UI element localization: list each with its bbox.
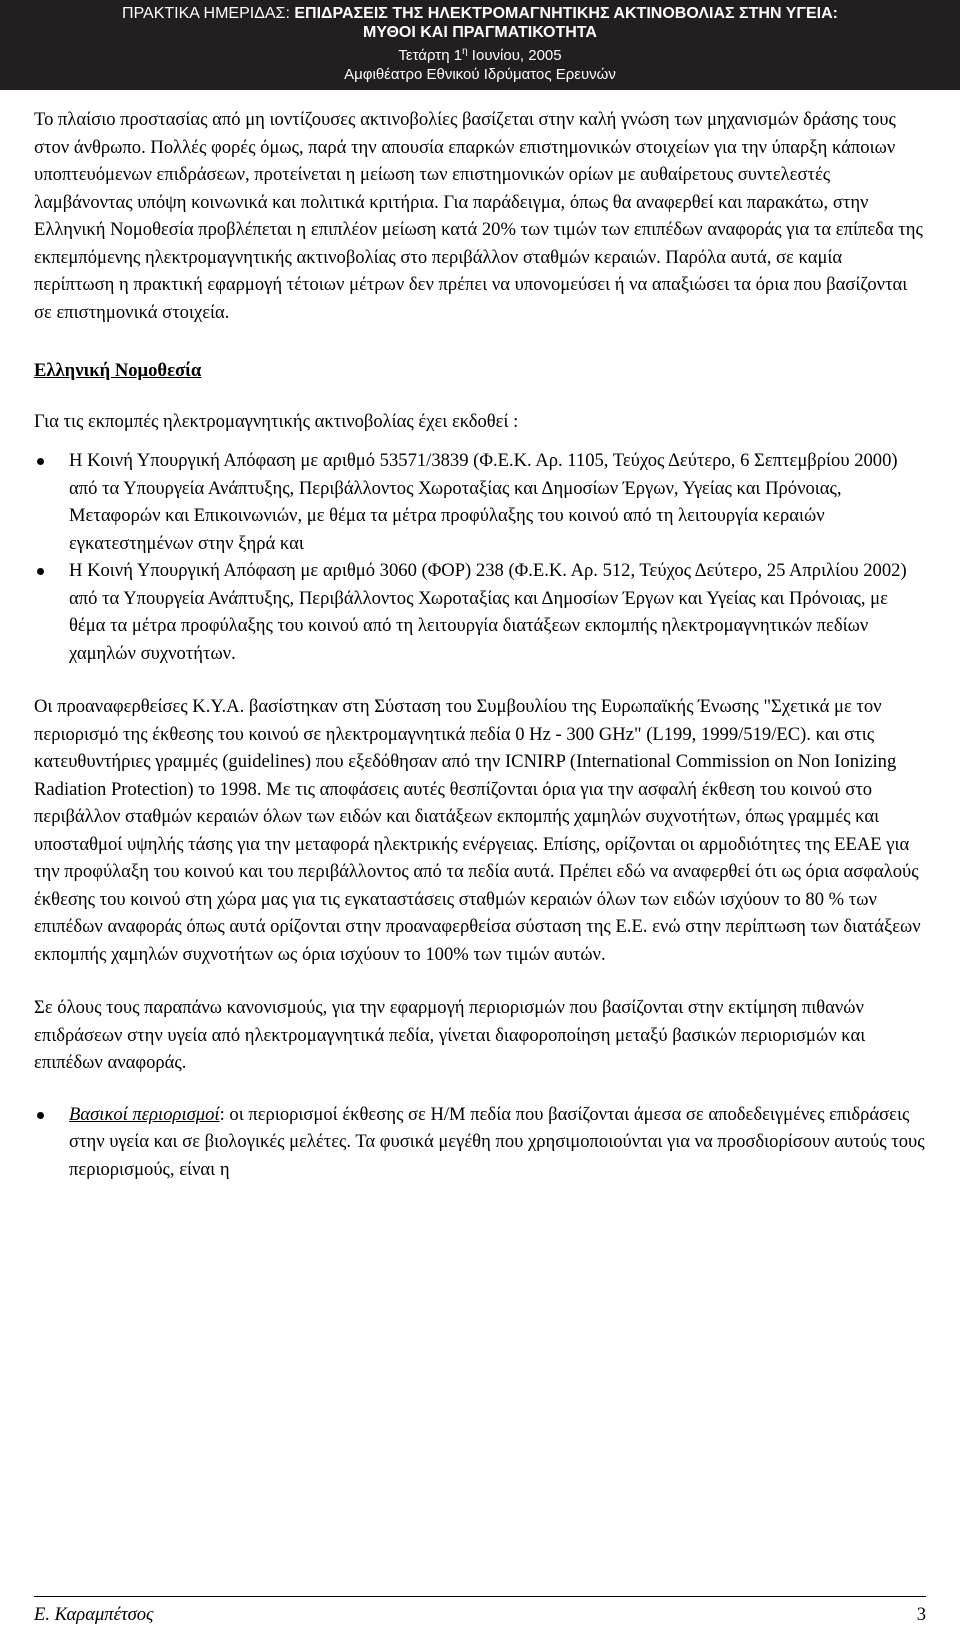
legislation-list [34,447,926,667]
section-heading: Ελληνική Νομοθεσία [34,360,202,381]
restrictions-list [34,1101,926,1184]
paragraph-intro: Το πλαίσιο προστασίας από μη ιοντίζουσες ακτινοβολίες βασίζεται στην καλή γνώση των μηχανισμών δράσης τους στον άνθρωπο. Πολλές φορές όμως, παρά την απουσία επαρκών επιστημονικών στοιχείων για την ύπαρξη κάποιων υποπτευόμενων επιδράσεων, προτείνεται η μείωση των επιστημονικών ορίων με αυθαίρετους συντελεστές λαμβάνοντας υπόψη κοινωνικά και πολιτικά κριτήρια. Για παράδειγμα, όπως θα αναφερθεί και παρακάτω, στην Ελληνική Νομοθεσία προβλέπεται η επιπλέον μείωση κατά 20% των τιμών των επιπέδων αναφοράς για τα επίπεδα της εκπεμπόμενης ηλεκτρομαγνητικής ακτινοβολίας στο περιβάλλον σταθμών κεραιών. Παρόλα αυτά, σε καμία περίπτωση η πρακτική εφαρμογή τέτοιων μέτρων δεν πρέπει να υπονομεύσει ή να απαξιώσει τα όρια που βασίζονται σε επιστημονικά στοιχεία. [34,109,923,323]
paragraph-legislation-intro: Για τις εκπομπές ηλεκτρομαγνητικής ακτινοβολίας έχει εκδοθεί : [34,410,519,432]
header-line-2: ΜΥΘΟΙ ΚΑΙ ΠΡΑΓΜΑΤΙΚΟΤΗΤΑ [363,24,597,41]
paragraph-regulations: Σε όλους τους παραπάνω κανονισμούς, για την εφαρμογή περιορισμών που βασίζονται στην εκτίμηση πιθανών επιδράσεων στην υγεία από ηλεκτρομαγνητικά πεδία, γίνεται διαφοροποίηση μεταξύ βασικών περιορισμών και επιπέδων αναφοράς. [34,997,866,1073]
paragraph-recommendation: Οι προαναφερθείσες Κ.Υ.Α. βασίστηκαν στη Σύσταση του Συμβουλίου της Ευρωπαϊκής Ένωσης "Σχετικά με τον περιορισμό της έκθεσης του κοινού σε ηλεκτρομαγνητικά πεδία 0 Hz - 300 GHz" (L199, 1999/519/EC). και στις κατευθυντήριες γραμμές (guidelines) που εξεδόθησαν από την ICNIRP (International Commission on Non Ionizing Radiation Protection) το 1998. Με τις αποφάσεις αυτές θεσπίζονται όρια για την ασφαλή έκθεση του κοινού στο περιβάλλον σταθμών κεραιών όλων των ειδών και διατάξεων εκπομπής χαμηλών συχνοτήτων, όπως γραμμές και υποσταθμοί υψηλής τάσης για την μεταφορά ηλεκτρικής ενέργειας. Επίσης, ορίζονται οι αρμοδιότητες της ΕΕΑΕ για την προφύλαξη του κοινού και του περιβάλλοντος από τα πεδία αυτά. Πρέπει εδώ να αναφερθεί ότι ως όρια ασφαλούς έκθεσης του κοινού στη χώρα μας για τις εγκαταστάσεις σταθμών κεραιών όλων των ειδών ισχύουν το 80 % των επιπέδων αναφοράς όπως αυτά ορίζονται στην προαναφερθείσα σύσταση της Ε.Ε. ενώ στην περίπτωση των διατάξεων εκπομπής χαμηλών συχνοτήτων ως όρια ισχύουν το 100% των τιμών αυτών. [34,696,921,965]
footer-author: Ε. Καραμπέτσος [34,1604,154,1625]
header-venue: Αμφιθέατρο Εθνικού Ιδρύματος Ερευνών [344,66,616,83]
document-body [34,106,926,1183]
header-line-1: ΠΡΑΚΤΙΚΑ ΗΜΕΡΙΔΑΣ: ΕΠΙΔΡΑΣΕΙΣ ΤΗΣ ΗΛΕΚΤΡΟΜΑΓΝΗΤΙΚΗΣ ΑΚΤΙΝΟΒΟΛΙΑΣ ΣΤΗΝ ΥΓΕΙΑ: [122,5,838,22]
page-header [0,0,960,90]
list-item: Βασικοί περιορισμοί: οι περιορισμοί έκθεσης σε Η/Μ πεδία που βασίζονται άμεσα σε αποδεδειγμένες επιδράσεις στην υγεία και σε βιολογικές μελέτες. Τα φυσικά μεγέθη που χρησιμοποιούνται για να προσδιορίσουν αυτούς τους περιορισμούς, είναι η [34,1101,926,1184]
term-basic-restrictions: Βασικοί περιορισμοί [69,1103,220,1125]
page-number: 3 [916,1604,926,1625]
header-date: Τετάρτη $1^\eta$ Ιουνίου, 2005 [398,46,562,64]
list-item: Η Κοινή Υπουργική Απόφαση με αριθμό 53571/3839 (Φ.Ε.Κ. Αρ. 1105, Τεύχος Δεύτερο, 6 Σεπτεμβρίου 2000) από τα Υπουργεία Ανάπτυξης, Περιβάλλοντος Χωροταξίας και Δημοσίων Έργων, Υγείας και Πρόνοιας, Μεταφορών και Επικοινωνιών, με θέμα τα μέτρα προφύλαξης του κοινού από τη λειτουργία κεραιών εγκατεστημένων στην ξηρά και [34,447,926,557]
footer-divider [34,1596,926,1597]
header-event-title: ΕΠΙΔΡΑΣΕΙΣ ΤΗΣ ΗΛΕΚΤΡΟΜΑΓΝΗΤΙΚΗΣ ΑΚΤΙΝΟΒΟΛΙΑΣ ΣΤΗΝ ΥΓΕΙΑ: [294,5,838,22]
list-item: Η Κοινή Υπουργική Απόφαση με αριθμό 3060 (ΦΟΡ) 238 (Φ.Ε.Κ. Αρ. 512, Τεύχος Δεύτερο, 25 Απριλίου 2002) από τα Υπουργεία Ανάπτυξης, Περιβάλλοντος Χωροταξίας και Δημοσίων Έργων και Υγείας και Πρόνοιας, με θέμα τα μέτρα προφύλαξης του κοινού από τη λειτουργία διατάξεων εκπομπής ηλεκτρομαγνητικών πεδίων χαμηλών συχνοτήτων. [34,557,926,667]
